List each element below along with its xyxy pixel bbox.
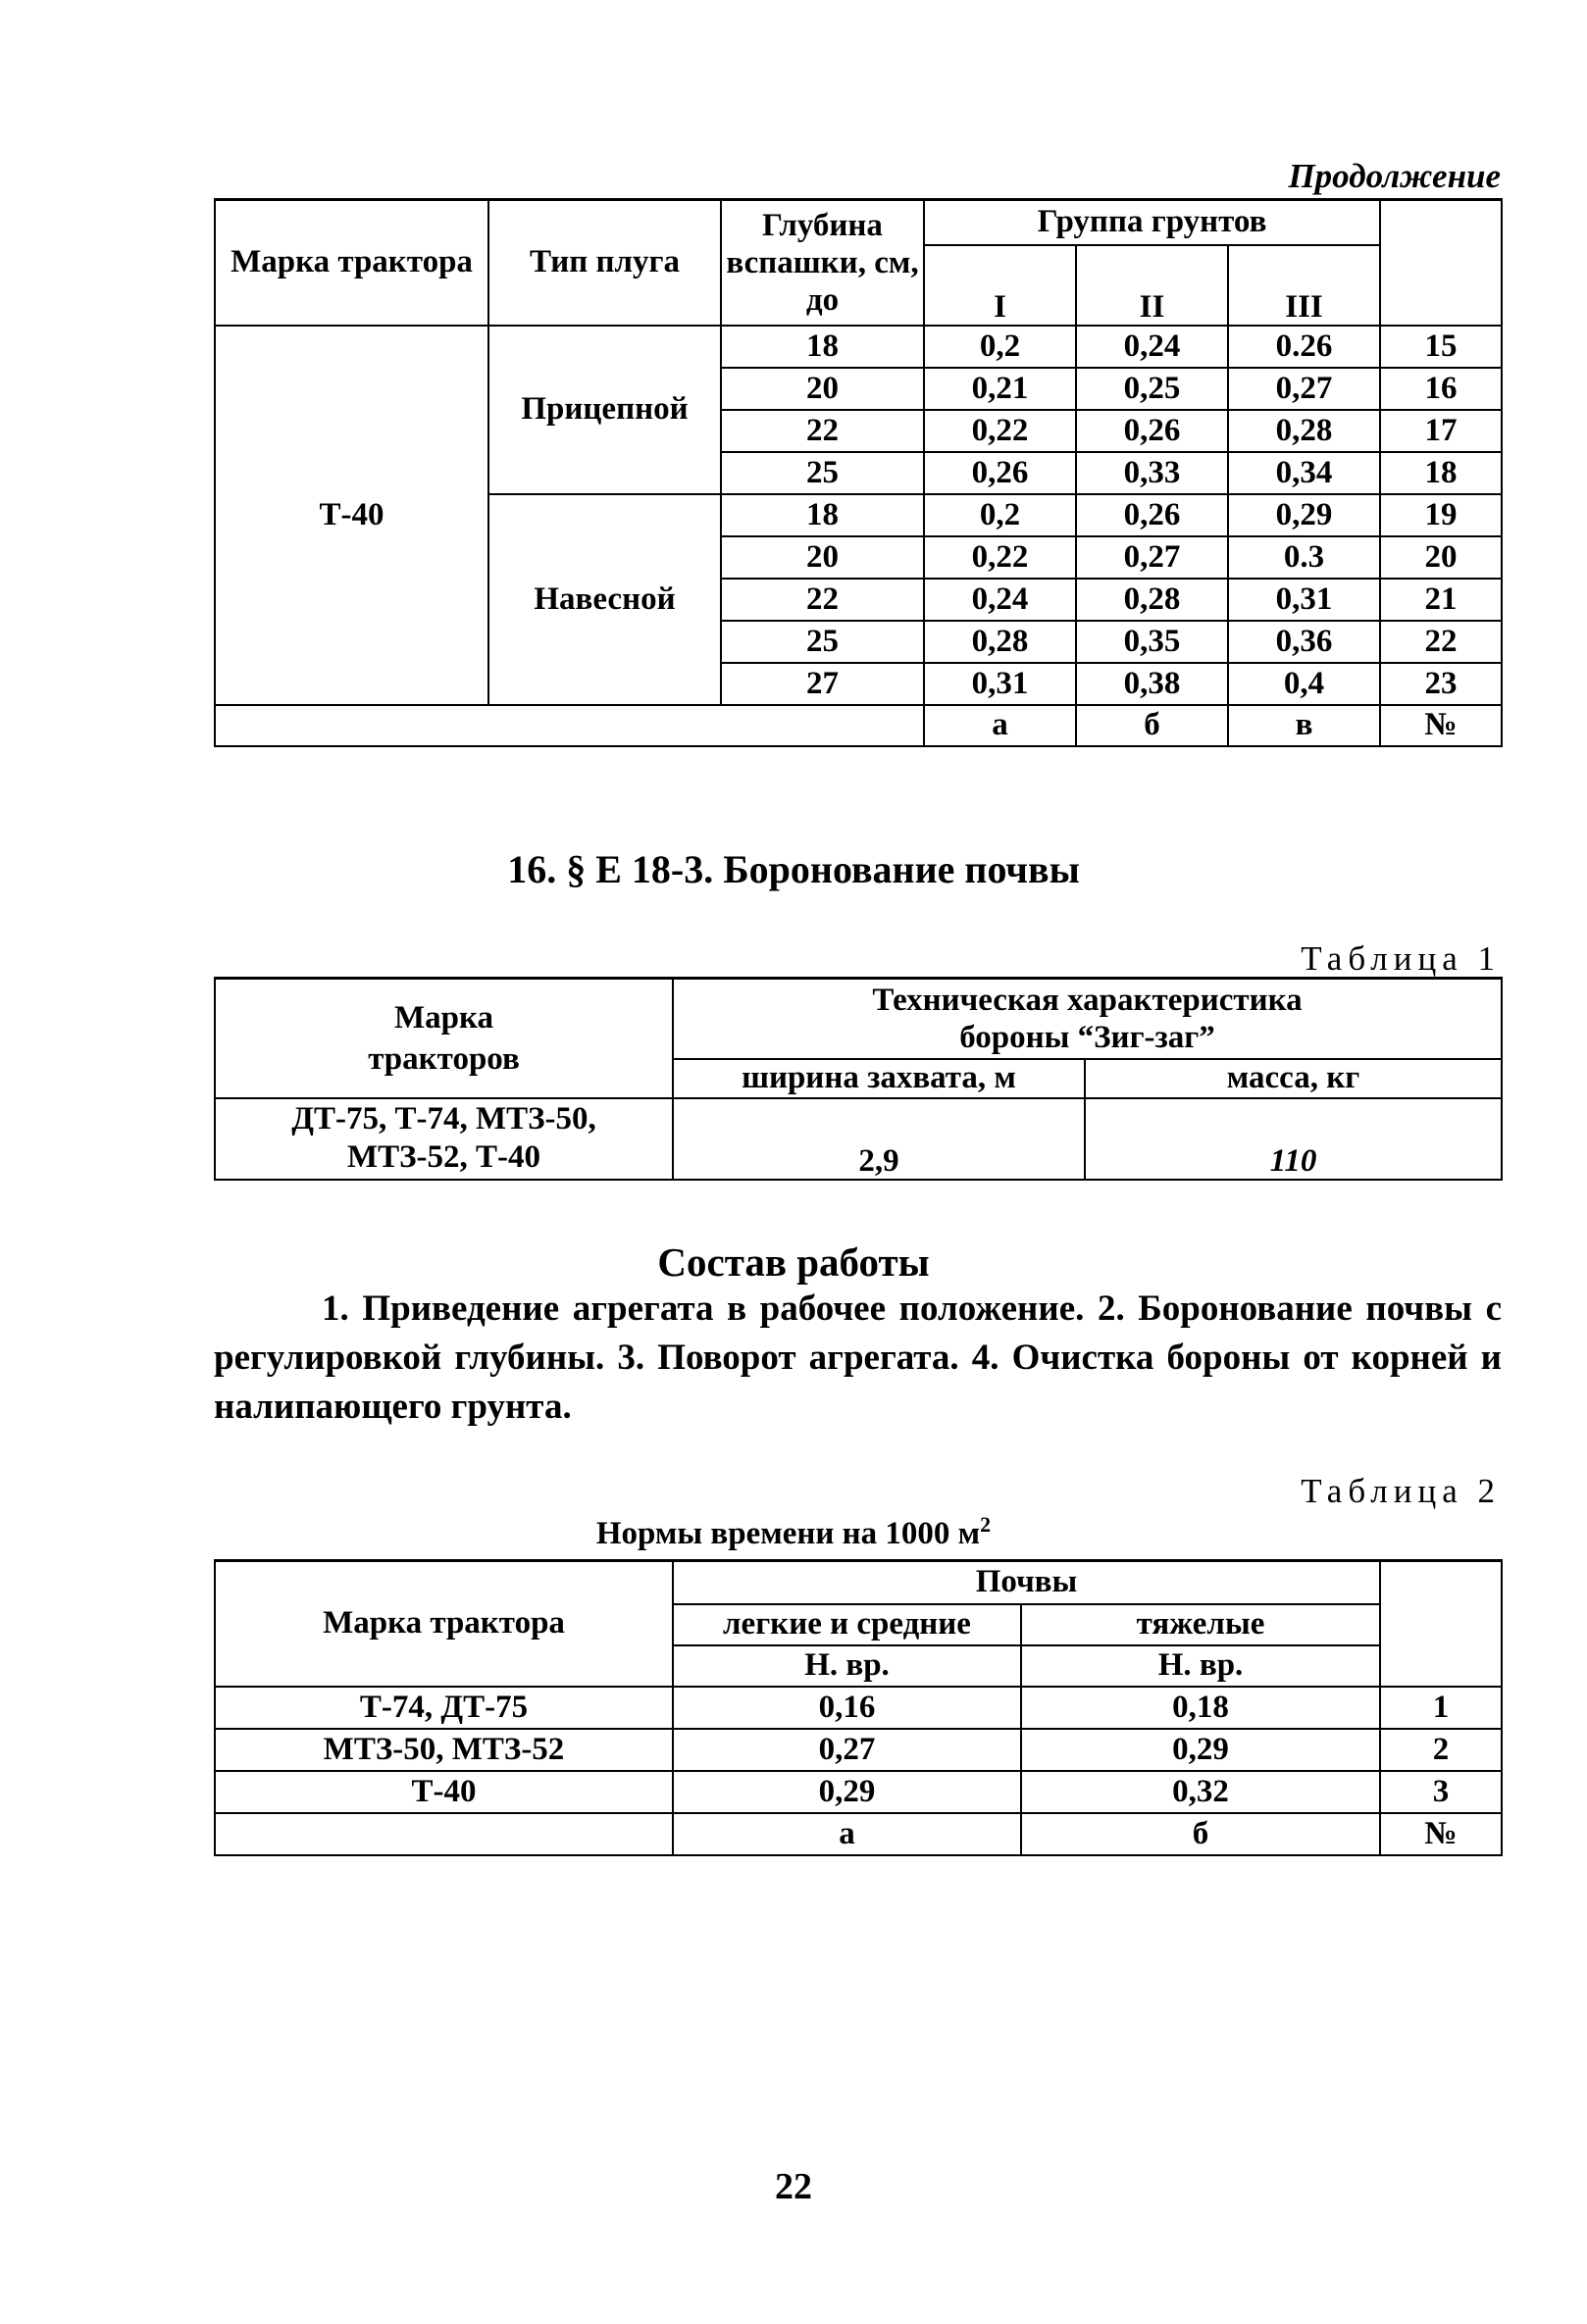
value-cell: 0,18 <box>1021 1687 1380 1729</box>
value-cell: 0,26 <box>1076 410 1228 452</box>
header-soil-group: Группа грунтов <box>924 200 1380 245</box>
value-cell: 0,36 <box>1228 621 1380 663</box>
footer-col-number: № <box>1380 705 1502 746</box>
depth-cell: 27 <box>721 663 924 705</box>
header-mass: масса, кг <box>1085 1059 1502 1098</box>
footer-col-b: б <box>1021 1813 1380 1855</box>
value-cell: 0,33 <box>1076 452 1228 494</box>
value-cell: 0,34 <box>1228 452 1380 494</box>
header-depth: Глубина вспашки, см, до <box>721 200 924 326</box>
header-unit-light: Н. вр. <box>673 1645 1021 1687</box>
work-description: 1. Приведение агрегата в рабочее положение. 2. Боронование почвы с регулировкой глубины. 3. Поворот агрегата. 4. Очистка бороны от корней и налипающего грунта. <box>214 1288 1502 1427</box>
footer-blank <box>215 705 924 746</box>
header-width: ширина захвата, м <box>673 1059 1085 1098</box>
value-cell: 0,27 <box>1228 368 1380 410</box>
value-cell: 0,29 <box>1228 494 1380 536</box>
value-cell: 0,22 <box>924 410 1076 452</box>
value-cell: 0,2 <box>924 326 1076 368</box>
depth-cell: 22 <box>721 579 924 621</box>
footer-col-a: а <box>673 1813 1021 1855</box>
value-cell: 0,16 <box>673 1687 1021 1729</box>
table2-label: Таблица 2 <box>1301 1472 1501 1510</box>
value-cell: 0,38 <box>1076 663 1228 705</box>
continuation-label: Продолжение <box>1288 157 1501 195</box>
header-unit-heavy: Н. вр. <box>1021 1645 1380 1687</box>
value-cell: 0,31 <box>924 663 1076 705</box>
section-heading: 16. § Е 18-3. Боронование почвы <box>507 847 1080 891</box>
depth-cell: 20 <box>721 536 924 579</box>
value-cell: 0,28 <box>1228 410 1380 452</box>
header-light-soil: легкие и средние <box>673 1604 1021 1645</box>
row-number: 19 <box>1380 494 1502 536</box>
header-tractor: Марка трактора <box>215 1561 673 1687</box>
value-cell: 0,35 <box>1076 621 1228 663</box>
footer-col-c: в <box>1228 705 1380 746</box>
value-cell: 0,24 <box>924 579 1076 621</box>
norms-title-text: Нормы времени на 1000 м <box>595 1516 981 1551</box>
value-cell: 0,32 <box>1021 1771 1380 1813</box>
row-number: 21 <box>1380 579 1502 621</box>
header-tractor: Марка трактора <box>215 200 488 326</box>
tractor-cell: Т-74, ДТ-75 <box>215 1687 673 1729</box>
value-cell: 0,29 <box>1021 1729 1380 1771</box>
value-cell: 0,4 <box>1228 663 1380 705</box>
norms-title-superscript: 2 <box>980 1512 992 1537</box>
page-number: 22 <box>775 2166 812 2207</box>
header-tractors: Марка тракторов <box>215 979 673 1098</box>
tractor-cell: Т-40 <box>215 326 488 705</box>
footer-col-number: № <box>1380 1813 1502 1855</box>
depth-cell: 25 <box>721 621 924 663</box>
time-norms-table <box>214 1559 1503 1856</box>
row-number: 22 <box>1380 621 1502 663</box>
tractor-cell: МТЗ-50, МТЗ-52 <box>215 1729 673 1771</box>
depth-cell: 22 <box>721 410 924 452</box>
header-plow-type: Тип плуга <box>488 200 721 326</box>
value-cell: 0,28 <box>924 621 1076 663</box>
work-heading: Состав работы <box>657 1239 930 1285</box>
header-soils: Почвы <box>673 1561 1380 1604</box>
row-number: 3 <box>1380 1771 1502 1813</box>
value-cell: 0,22 <box>924 536 1076 579</box>
row-number: 16 <box>1380 368 1502 410</box>
header-group-3: III <box>1228 245 1380 326</box>
value-cell: 0,27 <box>673 1729 1021 1771</box>
mass-value: 110 <box>1085 1098 1502 1180</box>
header-group-1: I <box>924 245 1076 326</box>
footer-col-b: б <box>1076 705 1228 746</box>
row-number: 17 <box>1380 410 1502 452</box>
value-cell: 0,26 <box>1076 494 1228 536</box>
value-cell: 0,27 <box>1076 536 1228 579</box>
value-cell: 0,21 <box>924 368 1076 410</box>
footer-col-a: а <box>924 705 1076 746</box>
header-number-blank <box>1380 200 1502 326</box>
value-cell: 0,31 <box>1228 579 1380 621</box>
row-number: 18 <box>1380 452 1502 494</box>
plow-type-trailed: Прицепной <box>488 326 721 494</box>
value-cell: 0.26 <box>1228 326 1380 368</box>
row-number: 20 <box>1380 536 1502 579</box>
value-cell: 0,28 <box>1076 579 1228 621</box>
depth-cell: 25 <box>721 452 924 494</box>
tractors-cell: ДТ-75, Т-74, МТЗ-50, МТЗ-52, Т-40 <box>215 1098 673 1180</box>
depth-cell: 18 <box>721 494 924 536</box>
norms-title <box>0 1512 1587 1552</box>
header-group-2: II <box>1076 245 1228 326</box>
tractor-cell: Т-40 <box>215 1771 673 1813</box>
value-cell: 0,24 <box>1076 326 1228 368</box>
table1-label: Таблица 1 <box>1301 939 1501 978</box>
depth-cell: 20 <box>721 368 924 410</box>
value-cell: 0,25 <box>1076 368 1228 410</box>
value-cell: 0,26 <box>924 452 1076 494</box>
harrow-specs-table <box>214 977 1503 1181</box>
value-cell: 0,2 <box>924 494 1076 536</box>
header-tech-spec: Техническая характеристика бороны “Зиг-заг” <box>673 979 1502 1059</box>
value-cell: 0,29 <box>673 1771 1021 1813</box>
value-cell: 0.3 <box>1228 536 1380 579</box>
row-number: 23 <box>1380 663 1502 705</box>
header-number-blank <box>1380 1561 1502 1687</box>
width-value: 2,9 <box>673 1098 1085 1180</box>
plowing-norms-table <box>214 198 1503 747</box>
depth-cell: 18 <box>721 326 924 368</box>
footer-blank <box>215 1813 673 1855</box>
header-heavy-soil: тяжелые <box>1021 1604 1380 1645</box>
plow-type-mounted: Навесной <box>488 494 721 705</box>
row-number: 2 <box>1380 1729 1502 1771</box>
row-number: 15 <box>1380 326 1502 368</box>
row-number: 1 <box>1380 1687 1502 1729</box>
